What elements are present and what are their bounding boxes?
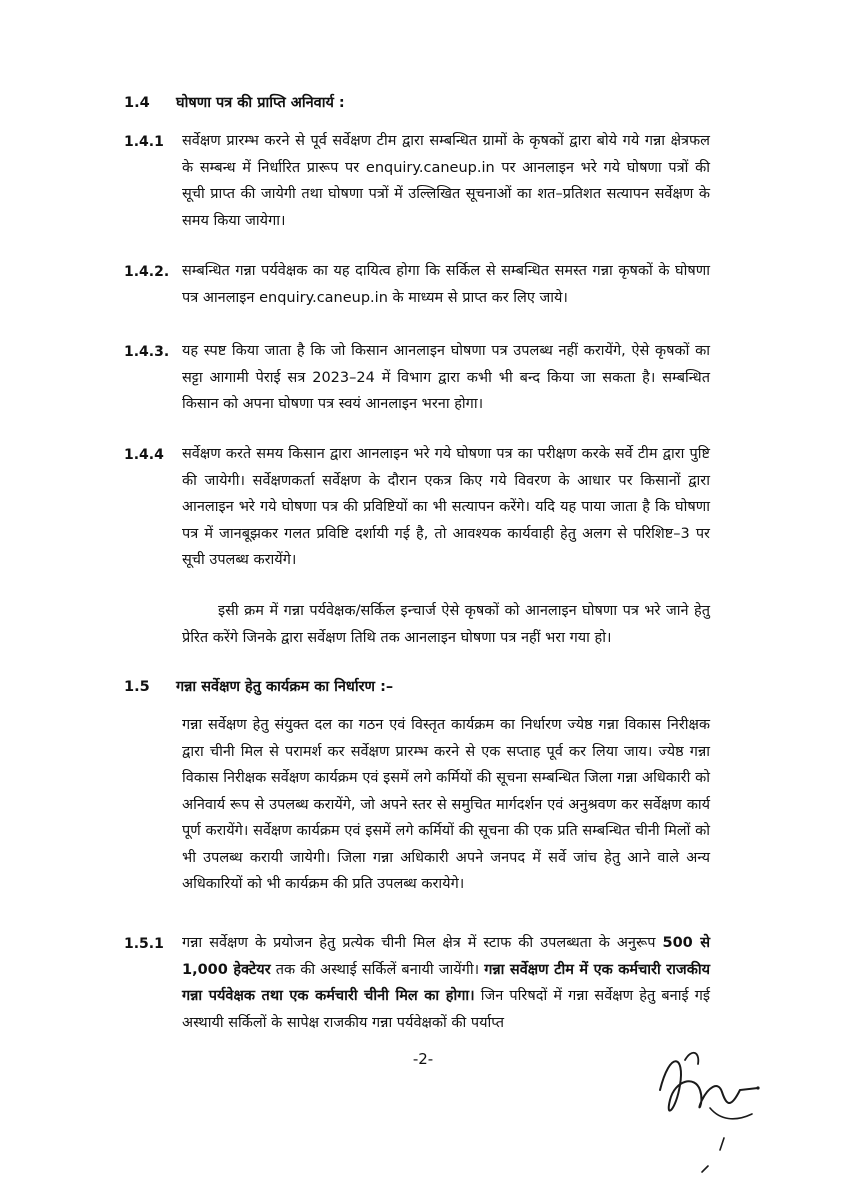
paragraph-number-1-4-3: 1.4.3. bbox=[124, 344, 170, 360]
section-title: घोषणा पत्र की प्राप्ति अनिवार्य : bbox=[176, 95, 345, 111]
bold-hectare-range: 500 से 1,000 हेक्टेयर bbox=[182, 935, 710, 978]
text-segment: गन्ना सर्वेक्षण के प्रयोजन हेतु प्रत्येक चीनी मिल क्षेत्र में स्टाफ की उपलब्धता के अनुरूप bbox=[182, 935, 663, 951]
paragraph-number-1-4-2: 1.4.2. bbox=[124, 264, 170, 280]
paragraph-1-4-2: सम्बन्धित गन्ना पर्यवेक्षक का यह दायित्व होगा कि सर्किल से सम्बन्धित समस्त गन्ना कृषकों के घोषणा पत्र आनलाइन enquiry.caneup.in के माध्यम से प्राप्त कर लिए जाये। bbox=[182, 263, 710, 306]
paragraph-1-4-1: सर्वेक्षण प्रारम्भ करने से पूर्व सर्वेक्षण टीम द्वारा सम्बन्धित ग्रामों के कृषकों द्वारा बोये गये गन्ना क्षेत्रफल के सम्बन्ध में निर्धारित प्रारूप पर enquiry.caneup.in पर आनलाइन भरे गये घोषणा पत्रों की सूची प्राप्त की जायेगी तथा घोषणा पत्रों में उल्लिखित सूचनाओं का शत–प्रतिशत सत्यापन सर्वेक्षण के समय किया जायेगा। bbox=[182, 133, 710, 229]
section-number: 1.5 bbox=[124, 679, 150, 695]
paragraph-number-1-4-4: 1.4.4 bbox=[124, 447, 164, 463]
paragraph-number-1-5-1: 1.5.1 bbox=[124, 936, 164, 952]
section-title: गन्ना सर्वेक्षण हेतु कार्यक्रम का निर्धारण :– bbox=[176, 679, 394, 695]
bold-team-composition: गन्ना सर्वेक्षण टीम में एक कर्मचारी राजकीय गन्ना पर्यवेक्षक तथा एक कर्मचारी चीनी मिल का होगा। bbox=[182, 961, 710, 1004]
section-heading-1-4 bbox=[124, 92, 345, 112]
section-number: 1.4 bbox=[124, 95, 150, 111]
paragraph-1-4-3: यह स्पष्ट किया जाता है कि जो किसान आनलाइन घोषणा पत्र उपलब्ध नहीं करायेंगे, ऐसे कृषकों का सट्टा आगामी पेराई सत्र 2023–24 में विभाग द्वारा कभी भी बन्द किया जा सकता है। सम्बन्धित किसान को अपना घोषणा पत्र स्वयं आनलाइन भरना होगा। bbox=[182, 343, 710, 412]
paragraph-1-4-4-continuation: इसी क्रम में गन्ना पर्यवेक्षक/सर्किल इन्चार्ज ऐसे कृषकों को आनलाइन घोषणा पत्र भरे जाने हेतु प्रेरित करेंगे जिनके द्वारा सर्वेक्षण तिथि तक आनलाइन घोषणा पत्र नहीं भरा गया हो। bbox=[182, 603, 710, 646]
section-heading-1-5 bbox=[124, 676, 393, 696]
paragraph-number-1-4-1: 1.4.1 bbox=[124, 134, 164, 150]
paragraph-1-5: गन्ना सर्वेक्षण हेतु संयुक्त दल का गठन एवं विस्तृत कार्यक्रम का निर्धारण ज्येष्ठ गन्ना विकास निरीक्षक द्वारा चीनी मिल से परामर्श कर सर्वेक्षण प्रारम्भ करने से एक सप्ताह पूर्व कर लिया जाय। ज्येष्ठ गन्ना विकास निरीक्षक सर्वेक्षण कार्यक्रम एवं इसमें लगे कर्मियों की सूचना सम्बन्धित जिला गन्ना अधिकारी को अनिवार्य रूप से उपलब्ध करायेंगे, जो अपने स्तर से समुचित मार्गदर्शन एवं अनुश्रवण कर सर्वेक्षण कार्य पूर्ण करायेंगे। सर्वेक्षण कार्यक्रम एवं इसमें लगे कर्मियों की सूचना की एक प्रति सम्बन्धित चीनी मिलों को भी उपलब्ध करायी जायेगी। जिला गन्ना अधिकारी अपने जनपद में सर्वे जांच हेतु आने वाले अन्य अधिकारियों को भी कार्यक्रम की प्रति उपलब्ध करायेगे। bbox=[182, 717, 710, 892]
page-number: -2- bbox=[412, 1050, 434, 1068]
paragraph-1-4-4: सर्वेक्षण करते समय किसान द्वारा आनलाइन भरे गये घोषणा पत्र का परीक्षण करके सर्वे टीम द्वारा पुष्टि की जायेगी। सर्वेक्षणकर्ता सर्वेक्षण के दौरान एकत्र किए गये विवरण के आधार पर किसानों द्वारा आनलाइन भरे गये घोषणा पत्र की प्रविष्टियों का भी सत्यापन करेंगे। यदि यह पाया जाता है कि घोषणा पत्र में जानबूझकर गलत प्रविष्टि दर्शायी गई है, तो आवश्यक कार्यवाही हेतु अलग से परिशिष्ट–3 पर सूची उपलब्ध करायेंगे। bbox=[182, 446, 710, 568]
text-segment: तक की अस्थाई सर्किलें बनायी जायेंगी। bbox=[270, 961, 485, 978]
signature-mark bbox=[640, 1030, 780, 1180]
text-segment: जिन परिषदों में गन्ना सर्वेक्षण हेतु बनाई गई अस्थायी सर्किलों के सापेक्ष राजकीय गन्ना पर्यवेक्षकों की पर्याप्त bbox=[182, 988, 710, 1031]
paragraph-1-5-1 bbox=[182, 930, 710, 1036]
